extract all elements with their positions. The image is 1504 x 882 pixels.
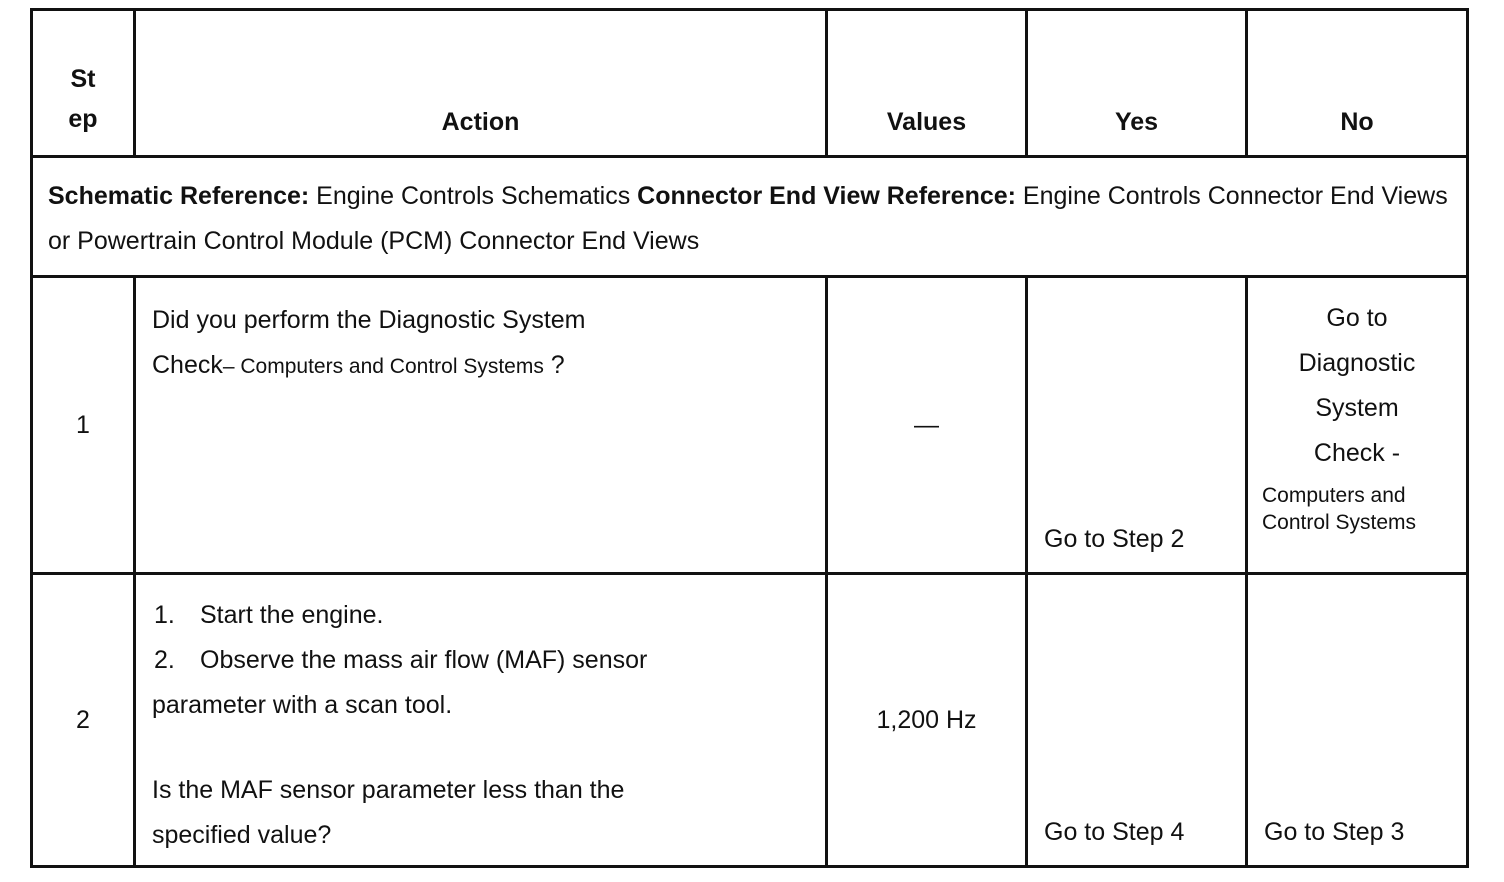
header-values: Values <box>827 10 1027 157</box>
table-row <box>32 277 1468 574</box>
action-cell <box>135 574 827 867</box>
diagnostic-table <box>30 8 1469 868</box>
action-cell <box>135 277 827 574</box>
action-question-end: specified value? <box>152 821 332 849</box>
no-line-1: Go to <box>1326 304 1388 332</box>
value-cell: — <box>827 277 1027 574</box>
action-question-mark: ? <box>543 351 565 379</box>
action-link-computers[interactable]: – Computers and Control Systems <box>222 355 544 378</box>
list-text: Observe the mass air flow (MAF) sensor <box>200 646 648 674</box>
action-text: Did you perform the Diagnostic System <box>152 306 586 334</box>
connector-reference-text: Engine Controls Connector End Views or Powertrain Control Module (PCM) Connector End Views <box>48 182 1448 255</box>
action-question: Is the MAF sensor parameter less than the <box>152 776 625 804</box>
schematic-reference-label: Schematic Reference: <box>48 182 310 210</box>
no-line-4: Check - <box>1313 439 1401 467</box>
connector-reference-label: Connector End View Reference: <box>637 182 1016 210</box>
table-row <box>32 574 1468 867</box>
step-number: 1 <box>32 277 135 574</box>
reference-cell <box>32 157 1468 277</box>
value-cell: 1,200 Hz <box>827 574 1027 867</box>
reference-row <box>32 157 1468 277</box>
no-line-3: System <box>1315 394 1399 422</box>
header-row <box>32 10 1468 157</box>
schematic-reference-text: Engine Controls Schematics <box>309 182 638 210</box>
list-number: 1. <box>154 601 175 629</box>
list-text: Start the engine. <box>200 601 384 629</box>
header-action: Action <box>135 10 827 157</box>
step-number: 2 <box>32 574 135 867</box>
no-line-2: Diagnostic <box>1298 349 1416 377</box>
no-link-computers: Computers and Control Systems <box>1262 484 1417 534</box>
yes-cell[interactable]: Go to Step 4 <box>1027 574 1247 867</box>
header-step <box>32 10 135 157</box>
header-step-label: St ep <box>68 65 98 133</box>
header-no: No <box>1247 10 1468 157</box>
no-cell[interactable]: Go to Step 3 <box>1247 574 1468 867</box>
header-yes: Yes <box>1027 10 1247 157</box>
list-item <box>152 638 815 683</box>
yes-cell[interactable]: Go to Step 2 <box>1027 277 1247 574</box>
action-continuation: parameter with a scan tool. <box>152 691 453 719</box>
action-text-check: Check <box>152 351 223 379</box>
list-number: 2. <box>154 646 175 674</box>
no-cell[interactable] <box>1247 277 1468 574</box>
list-item <box>152 593 815 638</box>
